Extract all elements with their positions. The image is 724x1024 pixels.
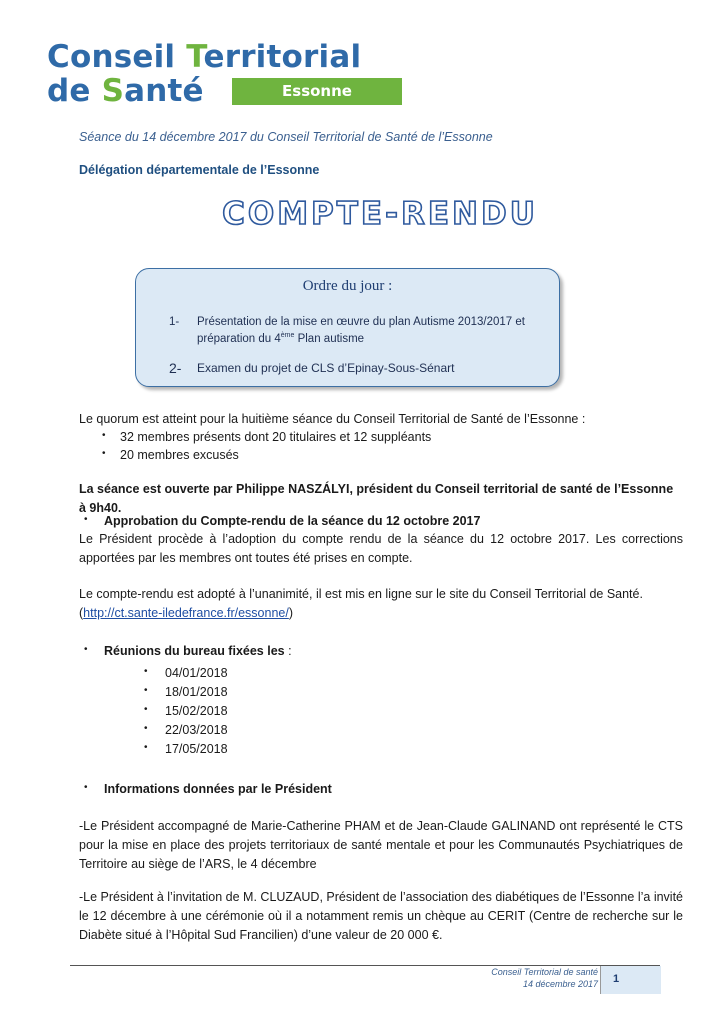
bullet-icon: • xyxy=(84,514,88,525)
logo-line-2: de Santé xyxy=(47,73,204,109)
meeting-date: 17/05/2018 xyxy=(165,742,228,756)
session-line: Séance du 14 décembre 2017 du Conseil Territorial de Santé de l’Essonne xyxy=(79,130,493,144)
approval-text: Le Président procède à l’adoption du compte rendu de la séance du 12 octobre 2017. Les corrections apportées par les membres ont toutes été prises en compte. xyxy=(79,532,683,565)
meeting-date: 04/01/2018 xyxy=(165,666,228,680)
delegation-line: Délégation départementale de l’Essonne xyxy=(79,163,320,177)
info-heading: Informations données par le Président xyxy=(104,782,332,796)
list-item: 20 membres excusés xyxy=(120,448,239,462)
meetings-heading: Réunions du bureau fixées les : xyxy=(104,644,292,658)
bullet-icon: • xyxy=(102,448,106,459)
logo-badge: Essonne xyxy=(232,78,402,105)
info-paragraph: -Le Président à l’invitation de M. CLUZAUD, Président de l’association des diabétiques de l’Essonne l’a invité le 12 décembre à une cérémonie où il a notamment remis un chèque au CERIT (Centre de recherche sur le Diabète situé à l’Hôpital Sud Francilien) d’une valeur de 20 000 €. xyxy=(79,890,683,942)
bullet-icon: • xyxy=(144,742,148,753)
info-paragraph: -Le Président accompagné de Marie-Catherine PHAM et de Jean-Claude GALINAND ont représenté le CTS pour la mise en place des projets territoriaux de santé mentale et pour les Communautés Psychiatriques de Territoire au siège de l’ARS, le 4 décembre xyxy=(79,819,683,871)
footer-text: Conseil Territorial de santé 14 décembre 2017 xyxy=(491,967,598,989)
page-number-box xyxy=(600,966,661,994)
bullet-icon: • xyxy=(144,685,148,696)
list-item: 32 membres présents dont 20 titulaires et 12 suppléants xyxy=(120,430,432,444)
cts-logo xyxy=(47,40,407,110)
adopted-text: Le compte-rendu est adopté à l’unanimité, il est mis en ligne sur le site du Conseil Territorial de Santé. xyxy=(79,587,643,601)
quorum-text: Le quorum est atteint pour la huitième séance du Conseil Territorial de Santé de l’Essonne : xyxy=(79,412,586,426)
compte-rendu-title xyxy=(150,193,610,233)
meeting-date: 18/01/2018 xyxy=(165,685,228,699)
logo-line-1: Conseil Territorial xyxy=(47,39,362,75)
meeting-date: 22/03/2018 xyxy=(165,723,228,737)
approval-heading: Approbation du Compte-rendu de la séance du 12 octobre 2017 xyxy=(104,514,481,528)
meeting-date: 15/02/2018 xyxy=(165,704,228,718)
opening-statement: La séance est ouverte par Philippe NASZÁLYI, président du Conseil territorial de santé de l’Essonne à 9h40. xyxy=(79,482,674,515)
bullet-icon: • xyxy=(144,723,148,734)
bullet-icon: • xyxy=(84,644,88,655)
agenda-item: 1- Présentation de la mise en œuvre du plan Autisme 2013/2017 et préparation du 4ème Plan autisme xyxy=(169,316,525,345)
site-link-line: (http://ct.sante-iledefrance.fr/essonne/) xyxy=(79,606,294,620)
svg-text:COMPTE-RENDU: COMPTE-RENDU xyxy=(222,196,538,232)
agenda-title: Ordre du jour : xyxy=(302,278,393,294)
agenda-box xyxy=(135,268,560,387)
site-link[interactable]: http://ct.sante-iledefrance.fr/essonne/ xyxy=(83,606,289,620)
page-number: 1 xyxy=(613,973,620,985)
bullet-icon: • xyxy=(144,666,148,677)
bullet-icon: • xyxy=(84,782,88,793)
bullet-icon: • xyxy=(102,430,106,441)
agenda-item: 2- Examen du projet de CLS d’Epinay-Sous-Sénart xyxy=(169,360,455,376)
bullet-icon: • xyxy=(144,704,148,715)
